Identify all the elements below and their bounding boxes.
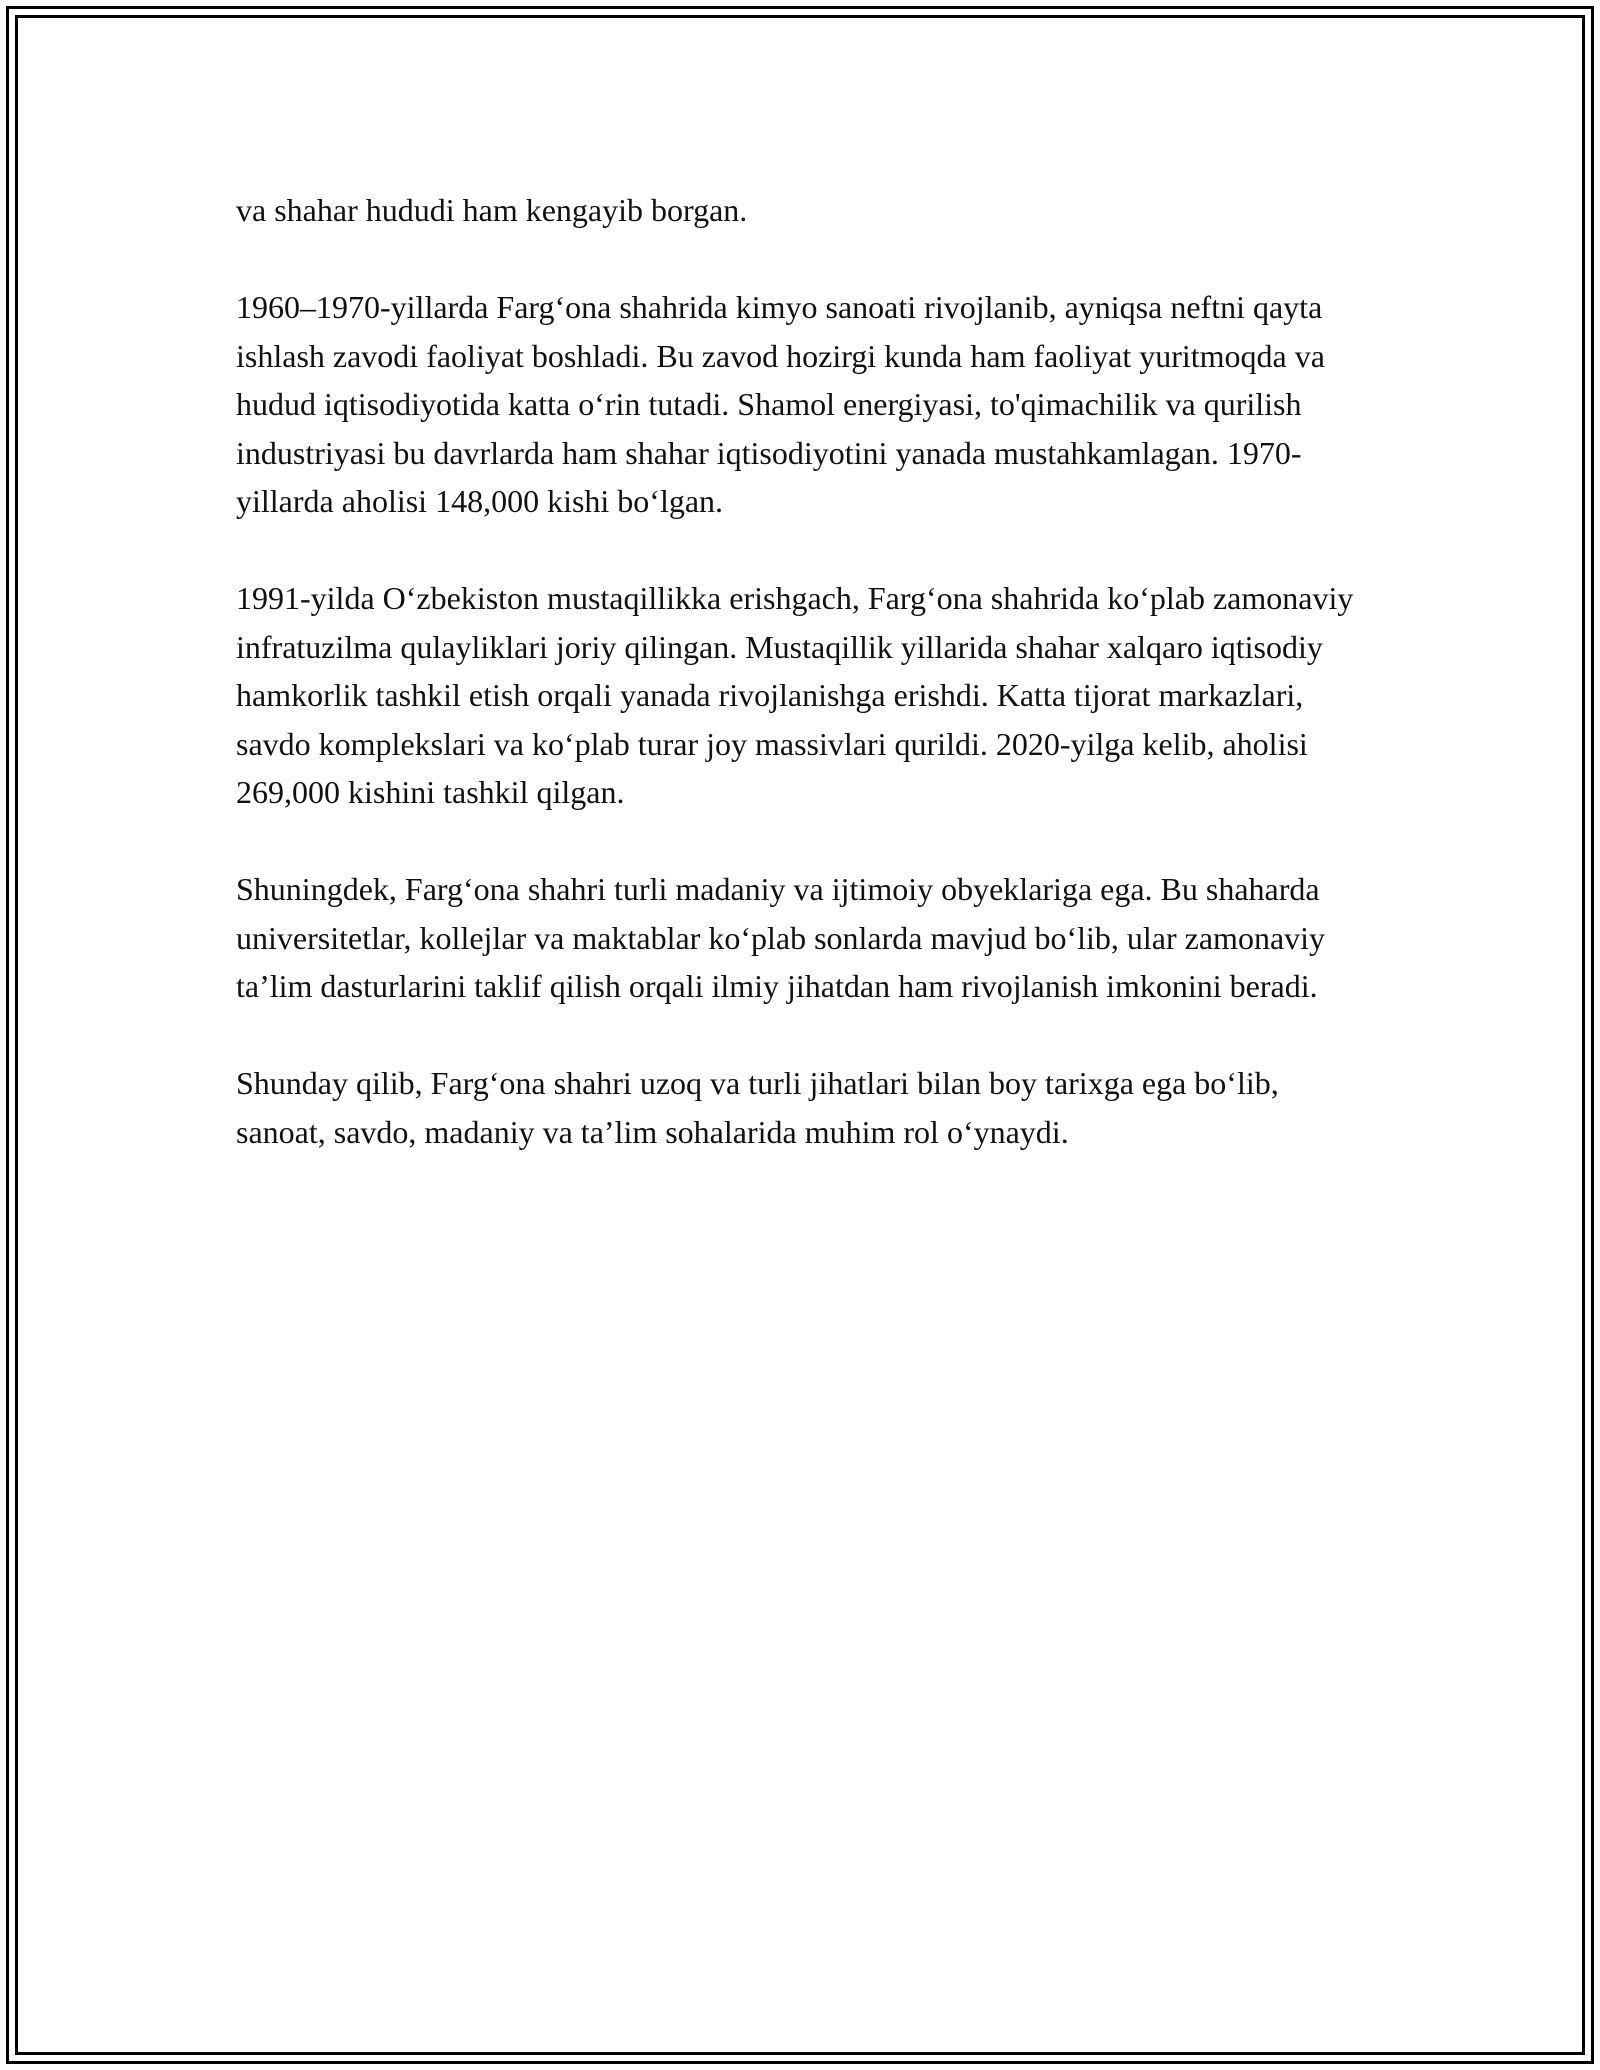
paragraph-conclusion: Shunday qilib, Farg‘ona shahri uzoq va turli jihatlari bilan boy tarixga ega bo‘lib, sanoat, savdo, madaniy va ta’lim sohalarida muhim rol o‘ynaydi. bbox=[236, 1065, 1279, 1150]
paragraph-culture-education: Shuningdek, Farg‘ona shahri turli madaniy va ijtimoiy obyeklariga ega. Bu shaharda universitetlar, kollejlar va maktablar ko‘plab sonlarda mavjud bo‘lib, ular zamonaviy ta’lim dasturlarini taklif qilish orqali ilmiy jihatdan ham rivojlanish imkonini beradi. bbox=[236, 871, 1326, 1004]
paragraph-continuation: va shahar hududi ham kengayib borgan. bbox=[236, 192, 748, 228]
paragraph-independence: 1991-yilda O‘zbekiston mustaqillikka erishgach, Farg‘ona shahrida ko‘plab zamonaviy infratuzilma qulayliklari joriy qilingan. Mustaqillik yillarida shahar xalqaro iqtisodiy hamkorlik tashkil etish orqali yanada rivojlanishga erishdi. Katta tijorat markazlari, savdo komplekslari va ko‘plab turar joy massivlari qurildi. 2020-yilga kelib, aholisi 269,000 kishini tashkil qilgan. bbox=[236, 580, 1354, 810]
document-body bbox=[236, 186, 1366, 1205]
paragraph-chemical-industry: 1960–1970-yillarda Farg‘ona shahrida kimyo sanoati rivojlanib, ayniqsa neftni qayta ishlash zavodi faoliyat boshladi. Bu zavod hozirgi kunda ham faoliyat yuritmoqda va hudud iqtisodiyotida katta o‘rin tutadi. Shamol energiyasi, to'qimachilik va qurilish industriyasi bu davrlarda ham shahar iqtisodiyotini yanada mustahkamlagan. 1970-yillarda aholisi 148,000 kishi bo‘lgan. bbox=[236, 289, 1325, 519]
